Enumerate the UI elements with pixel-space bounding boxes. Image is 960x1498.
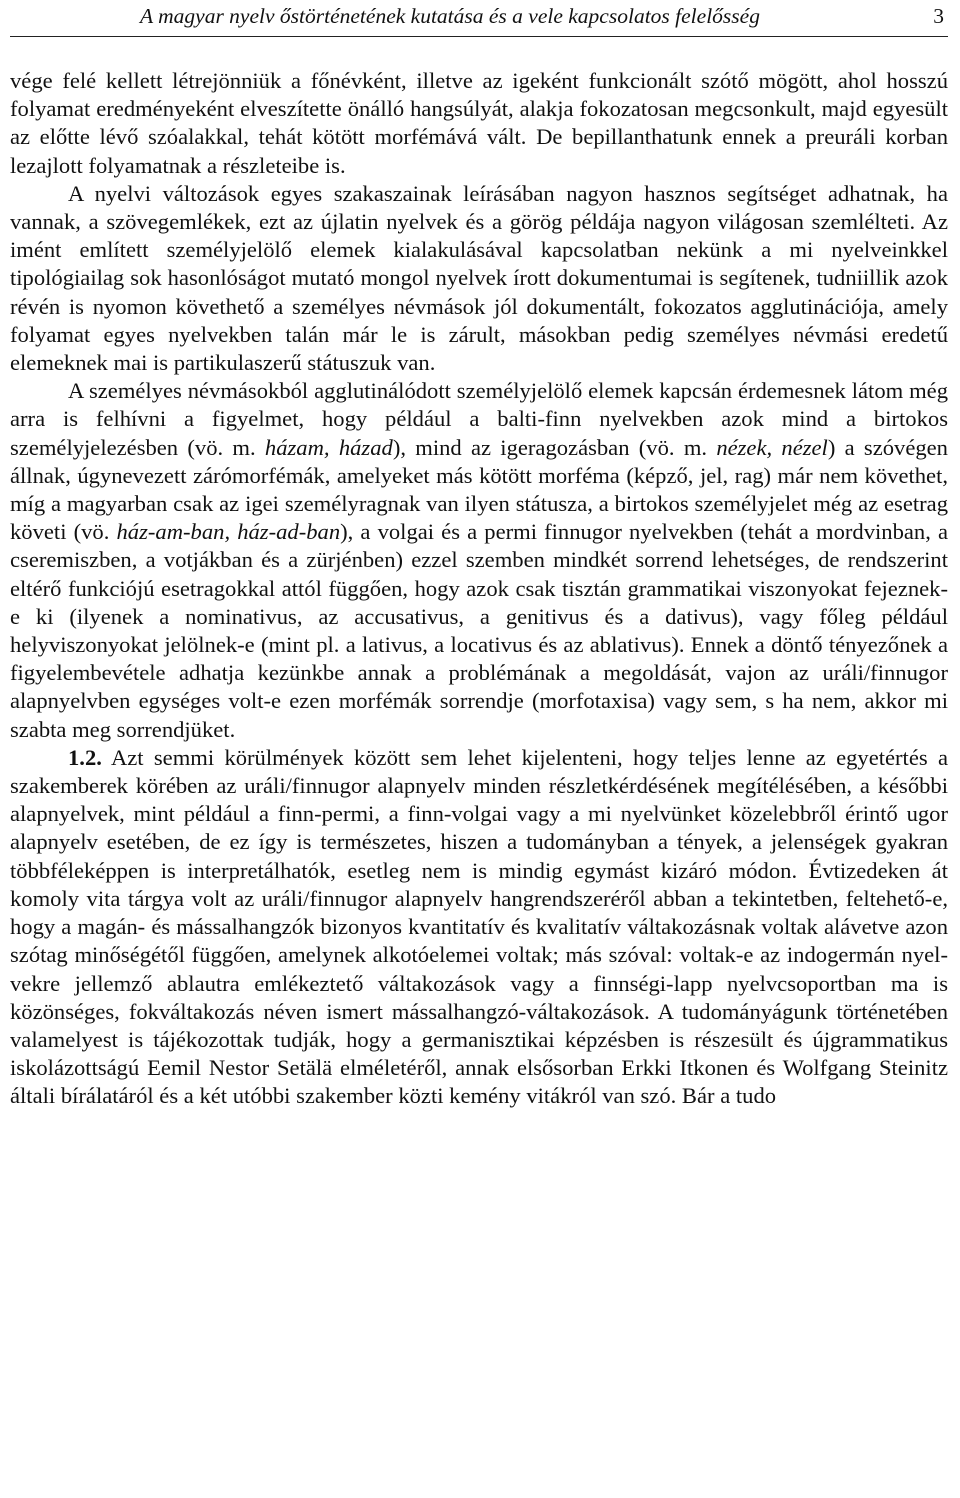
italic-example: nézek, nézel [716,434,828,460]
page-number: 3 [933,4,944,28]
running-header [10,0,948,37]
text-run: vége felé kellett létrejönniük a főnévként, illetve az igeként funkcionált szótő mögött, ahol hosszú folyamat eredményeként elveszítette önálló hangsúlyát, alakja fokozatosan megcsonkult, majd egyesült az előtte lévő szóalakkal, tehát kötött morfémává vált. De bepillanthatunk ennek a preuráli korban lezajlott folyamatnak a részleteibe is. [10,68,948,178]
section-number: 1.2. [68,744,102,770]
text-run: A nyelvi változások egyes szakaszainak leírásában nagyon hasznos segítséget adhatnak, ha vannak, a szövegemlékek, ezt az újlatin nyelvek és a görög példája nagyon világosan szemlélteti. Az imént említett személyjelölő elemek kialakulásával kapcsolatban nekünk a mi nyelveinkkel tipológiailag sok hasonlóságot mutató mongol nyelvek írott dokumentumai is segítenek, tudniillik azok révén is nyomon követhető a személyes névmások jól dokumentált, fokozatos agglutinációja, amely folyamat egyes nyelvekben talán már le is zárult, másokban pedig személyes névmási eredetű elemeknek mai is partikulaszerű státuszuk van. [10,180,948,376]
paragraph-1 [10,67,948,180]
paragraph-2 [10,180,948,377]
body-text [10,67,948,1111]
paragraph-3 [10,377,948,744]
text-run: A személyes névmásokból agglutinálódott személyjelölő elemek kapcsán érdemesnek látom még arra is felhívni a figyelmet, hogy például a balti-finn nyelvekben azok mind a birtokos személyjelezésben (vö. m. [10,378,948,460]
running-title: A magyar nyelv őstörténetének kutatása és a vele kapcsolatos felelősség [140,4,760,28]
text-run: ) a szóvégen állnak, úgynevezett zárómorfémák, amelyeket más kötött morféma (képző, jel, rag) már nem követhet, míg a magyarban csak az igei személyragnak van ilyen státusza, a birtokos személyjelet még az esetrag követi (vö. [10,434,948,545]
italic-example: házam, házad [264,434,393,460]
text-run: Azt semmi körülmények között sem lehet kijelenteni, hogy teljes lenne az egyetértés a szakemberek körében az uráli/finnugor alapnyelv minden részletkérdésének megítélésében, a későbbi alapnyelvek, mint például a finn-permi, a finn-volgai vagy a mi nyelvünket közelebbről érintő ugor alapnyelv esetében, de ez így is természetes, hiszen a tudományban a tények, a jelenségek gyakran többféleképpen is interpretálhatók, esetleg nem is mindig egymást kizáró módon. Évtizedeken át komoly vita tárgya volt az uráli/finnugor alapnyelv hangrendszeréről abban a tekintetben, feltehető-e, hogy a magán- és mássalhangzók bizonyos kvantitatív és kvalitatív váltakozásnak voltak alávetve azon szótag minőségétől függően, amelynek alkotóelemei voltak; más szóval: voltak-e az indogermán nyelvekre jellemző ablautra emlékeztető váltakozások vagy a finnségi-lapp nyelvcsoportban ma is közönséges, fokváltakozás néven ismert mássalhangzó-váltakozások. A tudományágunk történetében valamelyest is tájékozottak tudják, hogy a germanisztikai képzésben is részesült és újgrammatikus iskolázottságú Eemil Nestor Setälä elméletéről, annak elsősorban Erkki Itkonen és Wolfgang Steinitz általi bírálatáról és a két utóbbi szakember közti kemény vitákról van szó. Bár a tudo [10,744,948,1109]
paragraph-4 [10,744,948,1111]
italic-example: ház-am-ban, ház-ad-ban [116,519,341,545]
text-run: ), a volgai és a permi finnugor nyelvekben (tehát a mordvinban, a cseremiszben, a votjákban és a zürjénben) ezzel szemben mindkét sorrend lehetséges, de rendszerint eltérő funkciójú esetragokkal attól függően, hogy azok csak tisztán grammatikai viszonyokat fejeznek-e ki (ilyenek a nominativus, az accusativus, a genitivus és a dativus), vagy főleg például helyviszonyokat jelölnek-e (mint pl. a lativus, a locativus és az ablativus). Ennek a döntő tényezőnek a figyelembevétele adhatja kezünkbe annak a problémának a megoldását, vajon az uráli/finnugor alapnyelvben egységes volt-e ezen morfémák sorrendje (morfotaxisa) vagy sem, s ha nem, akkor mi szabta meg sorrendjüket. [10,519,949,742]
text-run: ), mind az igeragozásban (vö. m. [392,434,717,460]
